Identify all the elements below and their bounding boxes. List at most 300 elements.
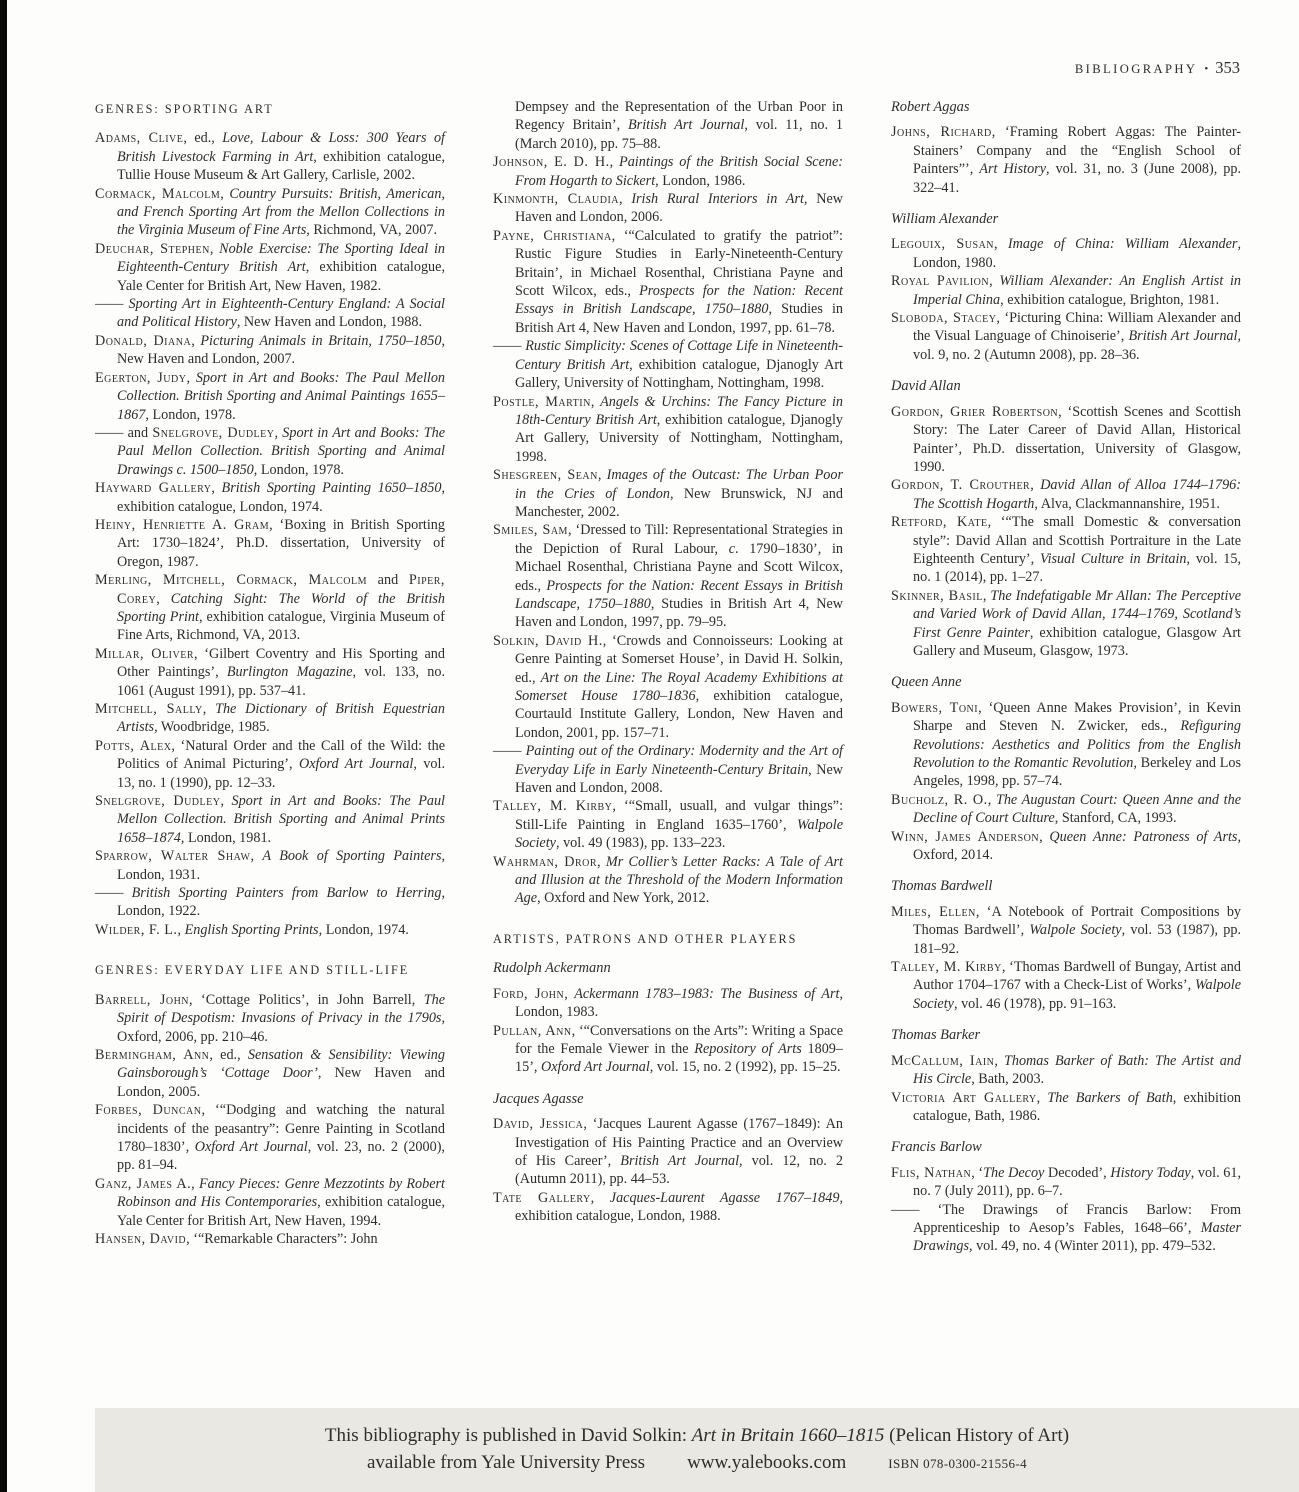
bib-entry: [95, 185, 445, 240]
author-name: Bucholz, R. O.: [891, 791, 988, 808]
author-name: Retford, Kate: [891, 514, 988, 531]
column-1: [95, 98, 445, 1398]
entry-text: ,: [989, 273, 1000, 290]
work-title: Oxford Art Journal: [194, 1138, 308, 1155]
bib-entry: [493, 632, 843, 742]
header-bullet: •: [1204, 63, 1209, 75]
entry-text: , New Haven and London, 2005.: [117, 1065, 445, 1100]
bib-entry: [891, 1201, 1241, 1256]
entry-text: , ‘: [971, 1164, 984, 1181]
entry-text: ,: [987, 791, 996, 808]
author-name: Legouix, Susan: [891, 236, 995, 253]
bib-entry: [891, 828, 1241, 865]
entry-text: , Studies in British Art 4, New Haven and London, 1997, pp. 79–95.: [515, 595, 843, 631]
author-name: Shesgreen, Sean: [493, 467, 598, 484]
author-name: Gordon, Grier Robertson: [891, 403, 1059, 420]
author-name: Kinmonth, Claudia: [493, 191, 620, 208]
author-name: Johns, Richard: [891, 124, 992, 141]
entry-text: ,: [982, 587, 991, 604]
column-3: [891, 98, 1241, 1398]
bib-entry: [95, 991, 445, 1046]
entry-text: , Woodbridge, 1985.: [154, 719, 270, 736]
work-title: Images of the Outcast: The Urban Poor in the Cries of London: [515, 467, 843, 502]
entry-text: , ‘“Calculated to gratify the patriot”: Rustic Figure Studies in Early-Nineteenth-Century Britain’, in Michael Rosenthal, Christiana Payne and Scott Wilcox, eds.,: [515, 227, 843, 300]
entry-text: ,: [597, 467, 607, 484]
work-title: Oxford Art Journal: [541, 1059, 650, 1076]
author-name: Adams, Clive: [95, 130, 184, 147]
bib-entry: [891, 272, 1241, 309]
work-title: A Book of Sporting Painters: [262, 848, 442, 865]
entry-text: , exhibition catalogue, London, 1974.: [117, 480, 446, 515]
work-title: Mr Collier’s Letter Racks: A Tale of Art and Illusion at the Threshold of the Modern Information Age: [515, 853, 844, 907]
work-title: Sport in Art and Books: The Paul Mellon Collection. British Sporting and Animal Prints 1658–1874: [117, 793, 445, 846]
entry-text: , exhibition catalogue, Courtauld Institute Gallery, London, New Haven and London, 2001, pp. 157–71.: [515, 688, 843, 741]
work-title: Prospects for the Nation: Recent Essays in British Landscape, 1750–1880: [515, 283, 844, 318]
entry-text: , ‘Boxing in British Sporting Art: 1730–1824’, Ph.D. dissertation, University of Oregon, 1987.: [117, 516, 445, 570]
work-title: Master Drawings: [913, 1219, 1241, 1255]
artist-subheading: Francis Barlow: [891, 1139, 982, 1156]
work-title: British Art Journal: [628, 117, 745, 134]
bib-entry: [95, 479, 445, 516]
work-title: Visual Culture in Britain: [1039, 550, 1187, 567]
entry-text: , ‘Picturing China: William Alexander and the Visual Language of Chinoiserie’,: [913, 310, 1241, 345]
author-name: Egerton, Judy: [95, 369, 187, 386]
bib-entry: [891, 403, 1241, 477]
bib-entry: [95, 884, 445, 921]
work-title: Sporting Art in Eighteenth-Century England: A Social and Political History: [117, 296, 445, 331]
author-name: Snelgrove, Dudley: [152, 424, 275, 441]
entry-text: , vol. 11, no. 1 (March 2010), pp. 75–88.: [515, 117, 844, 152]
bib-entry: [493, 466, 843, 521]
section-heading: ARTISTS, PATRONS AND OTHER PLAYERS: [493, 931, 798, 946]
entry-text: ,: [994, 236, 1008, 253]
entry-text: , ‘Framing Robert Aggas: The Painter-Stainers’ Company and the “English School of Painters”’,: [913, 124, 1241, 178]
running-head: BIBLIOGRAPHY: [1074, 62, 1198, 76]
page-header: [1075, 58, 1240, 78]
bib-entry: [891, 958, 1241, 1013]
work-title: The Dictionary of British Equestrian Artists: [117, 701, 445, 736]
artist-subheading: Robert Aggas: [891, 99, 970, 115]
author-name: Donald, Diana: [95, 332, 192, 349]
work-title: The Decoy: [983, 1164, 1045, 1181]
bib-entry: [95, 645, 445, 700]
bib-entry: [95, 847, 445, 884]
work-title: British Art Journal: [1128, 328, 1238, 345]
author-name: Miles, Ellen: [891, 903, 976, 920]
entry-text: , Oxford, 2006, pp. 210–46.: [117, 1010, 445, 1045]
work-title: Sensation & Sensibility: Viewing Gainsborough’s ‘Cottage Door’: [117, 1046, 445, 1082]
work-title: The Spirit of Despotism: Invasions of Privacy in the 1790s: [117, 991, 445, 1027]
author-name: Bermingham, Ann: [95, 1046, 210, 1063]
bib-entry: [891, 699, 1241, 791]
entry-text: ,: [619, 191, 632, 208]
entry-text: , New Haven and London, 1988.: [236, 314, 422, 331]
author-name: Smiles, Sam: [493, 522, 568, 539]
work-title: Painting out of the Ordinary: Modernity and the Art of Everyday Life in Early Nineteenth-Century Britain: [515, 743, 843, 778]
artist-subheading: Thomas Bardwell: [891, 878, 993, 895]
author-name: Mitchell, Sally: [95, 701, 203, 717]
work-title: British Art Journal: [620, 1152, 740, 1169]
author-name: Wahrman, Dror: [493, 853, 598, 870]
entry-text: , ‘Crowds and Connoisseurs: Looking at Genre Painting at Somerset House’, in David H. Solkin, ed.,: [515, 632, 843, 686]
entry-text: —— ‘The Drawings of Francis Barlow: From Apprenticeship to Aesop’s Fables, 1648–66’,: [891, 1201, 1241, 1236]
bib-entry: [95, 332, 445, 369]
author-name: Gordon, T. Crouther: [891, 477, 1031, 494]
author-name: Wilder, F. L.: [95, 921, 178, 938]
work-title: c: [728, 540, 736, 557]
entry-text: , vol. 15, no. 2 (1992), pp. 15–25.: [649, 1059, 841, 1076]
entry-text: , vol. 23, no. 2 (2000), pp. 81–94.: [117, 1138, 445, 1174]
entry-text: , exhibition catalogue, Bath, 1986.: [913, 1089, 1241, 1124]
entry-text: , vol. 13, no. 1 (1990), pp. 12–33.: [117, 756, 445, 791]
work-title: Queen Anne: Patroness of Arts: [1049, 828, 1238, 845]
work-title: Picturing Animals in Britain, 1750–1850: [200, 332, 442, 349]
work-title: Refiguring Revolutions: Aesthetics and Politics from the English Revolution to the Romantic Revolution: [913, 718, 1241, 771]
entry-text: ,: [177, 921, 185, 938]
entry-text: ,: [274, 424, 283, 441]
bib-entry: [95, 1101, 445, 1175]
entry-text: , Richmond, VA, 2007.: [306, 222, 438, 239]
work-title: Catching Sight: The World of the British Sporting Print: [117, 590, 446, 625]
bib-entry: [891, 513, 1241, 587]
entry-text: , exhibition catalogue, Yale Center for British Art, New Haven, 1994.: [117, 1194, 446, 1229]
entry-text: , ed.,: [183, 130, 223, 147]
work-title: History Today: [1110, 1164, 1191, 1181]
footer-line-1: [95, 1422, 1299, 1449]
entry-text: , exhibition catalogue, Glasgow Art Gallery and Museum, Glasgow, 1973.: [913, 624, 1241, 659]
bib-entry: [493, 521, 843, 631]
bib-entry: [493, 742, 843, 797]
entry-text: , ‘Cottage Politics’, in John Barrell,: [189, 991, 424, 1008]
author-name: Merling, Mitchell, Cormack, Malcolm: [95, 572, 367, 589]
author-name: Tate Gallery: [493, 1189, 591, 1206]
author-name: Postle, Martin: [493, 393, 591, 410]
bib-entry: [95, 921, 445, 939]
artist-subheading: Rudolph Ackermann: [493, 960, 611, 977]
entry-text: ,: [156, 590, 171, 607]
entry-text: ——: [493, 338, 526, 355]
entry-text: , London, 1986.: [655, 172, 746, 189]
entry-text: , New Brunswick, NJ and Manchester, 2002.: [515, 485, 843, 520]
entry-text: , London, 1980.: [913, 236, 1241, 271]
entry-text: ——: [95, 296, 129, 313]
entry-text: , vol. 31, no. 3 (June 2008), pp. 322–41.: [913, 161, 1241, 196]
work-title: British Sporting Painting 1650–1850: [221, 480, 442, 497]
author-name: Deuchar, Stephen: [95, 240, 210, 257]
artist-subheading: William Alexander: [891, 211, 999, 228]
author-name: Cormack, Malcolm: [95, 185, 221, 202]
entry-text: ——: [95, 885, 132, 902]
entry-text: , London, 1974.: [318, 921, 409, 938]
bib-entry: [493, 1115, 843, 1189]
work-title: Angels & Urchins: The Fancy Picture in 18th-Century British Art: [515, 393, 844, 428]
entry-text: , London, 1978.: [253, 461, 345, 478]
bib-entry: [891, 309, 1241, 364]
entry-text: , ‘Scottish Scenes and Scottish Story: The Later Career of David Allan, Historical Painter’, Ph.D. dissertation, University of Glasgow, 1990.: [913, 403, 1241, 475]
work-title: Thomas Barker of Bath: The Artist and His Circle: [913, 1052, 1241, 1088]
bib-entry: [493, 153, 843, 190]
entry-text: , New Haven and London, 2008.: [515, 761, 843, 797]
entry-text: ,: [994, 1052, 1004, 1069]
entry-text: , New Haven and London, 2007.: [117, 332, 446, 368]
entry-text: ,: [597, 853, 606, 870]
work-title: Art in Britain 1660–1815: [691, 1425, 885, 1446]
entry-text: ,: [186, 369, 196, 386]
work-title: Country Pursuits: British, American, and French Sporting Art from the Mellon Collections in the Virginia Museum of Fine Arts: [117, 185, 446, 239]
entry-text: , exhibition catalogue, Djanogly Art Gallery, University of Nottingham, Nottingham, 1998.: [515, 356, 843, 392]
entry-text: , London, 1922.: [117, 885, 446, 920]
work-title: David Allan of Alloa 1744–1796: The Scottish Hogarth: [913, 477, 1241, 512]
author-name: Hayward Gallery: [95, 480, 212, 497]
entry-text: , ‘“Small, usuall, and vulgar things”: Still-Life Painting in England 1635–1760’,: [515, 798, 844, 833]
entry-text: ,: [590, 393, 601, 410]
entry-text: , exhibition catalogue, Brighton, 1981.: [1000, 291, 1220, 308]
work-title: Prospects for the Nation: Recent Essays in British Landscape, 1750–1880: [515, 577, 843, 612]
entry-text: ,: [609, 154, 620, 171]
author-name: Victoria Art Gallery: [891, 1089, 1037, 1106]
bib-entry: [493, 985, 843, 1022]
bibliography-columns: [95, 98, 1241, 1398]
entry-text: ,: [1036, 1089, 1048, 1106]
entry-text: , Stanford, CA, 1993.: [1054, 810, 1177, 827]
bib-entry: [95, 1046, 445, 1101]
entry-text: Decoded’,: [1044, 1164, 1111, 1181]
work-title: Image of China: William Alexander: [1007, 236, 1238, 253]
work-title: Oxford Art Journal: [298, 756, 414, 773]
author-name: David, Jessica: [493, 1116, 584, 1133]
entry-text: , ‘A Notebook of Portrait Compositions by Thomas Bardwell’,: [913, 903, 1241, 939]
entry-text: ,: [191, 1175, 199, 1192]
author-name: Barrell, John: [95, 991, 190, 1008]
author-name: Talley, M. Kirby: [493, 798, 613, 815]
work-title: Sport in Art and Books: The Paul Mellon Collection. British Sporting and Animal Drawings c. 1500–1850: [117, 424, 445, 478]
author-name: Payne, Christiana: [493, 227, 612, 244]
bib-entry: [493, 190, 843, 227]
bib-entry: [95, 571, 445, 645]
author-name: Potts, Alex: [95, 737, 172, 754]
entry-text: , vol. 49, no. 4 (Winter 2011), pp. 479–532.: [968, 1238, 1216, 1255]
bib-entry: [891, 903, 1241, 958]
page-number: 353: [1215, 58, 1240, 77]
author-name: Sparrow, Walter Shaw: [95, 848, 251, 865]
entry-text: 1809–15’,: [515, 1040, 843, 1076]
entry-text: . 1790–1830’, in Michael Rosenthal, Christiana Payne and Scott Wilcox, eds.,: [515, 540, 843, 594]
bib-entry: [891, 1052, 1241, 1089]
bib-entry: [891, 1164, 1241, 1201]
entry-text: ,: [202, 701, 216, 717]
entry-text: ,: [220, 793, 232, 810]
entry-text: , ‘“Conversations on the Arts”: Writing a Space for the Female Viewer in the: [515, 1022, 843, 1057]
work-title: Noble Exercise: The Sporting Ideal in Eighteenth-Century British Art: [117, 240, 445, 276]
artist-subheading: Thomas Barker: [891, 1027, 981, 1044]
bib-entry: [95, 129, 445, 184]
bib-entry: [95, 424, 445, 479]
entry-text: , vol. 133, no. 1061 (August 1991), pp. 537–41.: [117, 664, 446, 699]
column-2: [493, 98, 843, 1398]
author-name: Johnson, E. D. H.: [493, 154, 610, 171]
bib-entry: [95, 792, 445, 847]
entry-text: , vol. 46 (1978), pp. 91–163.: [953, 995, 1117, 1012]
entry-text: Dempsey and the Representation of the Urban Poor in Regency Britain’,: [515, 99, 843, 134]
work-title: Art History: [979, 161, 1047, 178]
author-name: Skinner, Basil: [891, 587, 983, 604]
entry-text: ,: [1030, 477, 1041, 494]
bib-entry: [95, 1230, 445, 1248]
entry-text: ,: [209, 240, 220, 257]
bib-entry: [493, 337, 843, 392]
author-name: Snelgrove, Dudley: [95, 793, 221, 810]
bib-entry: [95, 369, 445, 424]
work-title: Irish Rural Interiors in Art: [631, 191, 804, 208]
author-name: Forbes, Duncan: [95, 1102, 202, 1119]
entry-text: , London, 1931.: [117, 848, 446, 883]
entry-text: , London, 1981.: [180, 829, 272, 846]
work-title: The Barkers of Bath: [1047, 1089, 1173, 1106]
footer-line-2: [95, 1449, 1299, 1476]
work-title: Paintings of the British Social Scene: From Hogarth to Sickert: [515, 154, 844, 189]
entry-text: , Alva, Clackmannanshire, 1951.: [1034, 495, 1220, 512]
entry-text: , ‘Gilbert Coventry and His Sporting and Other Paintings’,: [117, 645, 445, 681]
entry-text: , Studies in British Art 4, New Haven and London, 1997, pp. 61–78.: [515, 301, 843, 336]
availability-text: available from Yale University Press: [366, 1452, 646, 1473]
entry-text: ,: [191, 332, 201, 349]
entry-text: , vol. 49 (1983), pp. 133–223.: [555, 835, 726, 852]
work-title: The Augustan Court: Queen Anne and the Decline of Court Culture: [913, 791, 1241, 827]
work-title: Walpole Society: [913, 977, 1241, 1012]
bib-entry: [891, 587, 1241, 661]
author-name: Pullan, Ann: [493, 1022, 572, 1039]
work-title: English Sporting Prints: [184, 921, 319, 938]
entry-text: , ‘“The small Domestic & conversation style”: David Allan and Scottish Portraiture in the Late Eighteenth Century’,: [913, 514, 1241, 567]
entry-text: —— and: [95, 424, 153, 441]
author-name: Talley, M. Kirby: [891, 959, 1002, 976]
entry-text: ——: [493, 743, 526, 760]
author-name: Ford, John: [493, 985, 565, 1002]
work-title: Sport in Art and Books: The Paul Mellon Collection. British Sporting and Animal Paintings 1655–1867: [117, 369, 446, 423]
entry-text: , ‘“Remarkable Characters”: John: [186, 1230, 378, 1247]
work-title: British Sporting Painters from Barlow to Herring: [131, 885, 442, 902]
bib-entry: [493, 393, 843, 467]
entry-text: , Oxford, 2014.: [913, 828, 1241, 864]
author-name: Ganz, James A.: [95, 1175, 192, 1192]
work-title: Ackermann 1783–1983: The Business of Art: [574, 985, 840, 1002]
author-name: Royal Pavilion: [891, 273, 990, 290]
bib-entry: [95, 737, 445, 792]
author-name: Hansen, David: [95, 1230, 187, 1247]
bib-entry: [95, 240, 445, 295]
entry-text: , ‘“Dodging and watching the natural incidents of the peasantry”: Genre Painting in Scotland 1780–1830’,: [117, 1102, 445, 1155]
work-title: William Alexander: An English Artist in Imperial China: [913, 273, 1241, 308]
work-title: Repository of Arts: [694, 1040, 802, 1057]
bib-entry: [95, 700, 445, 737]
work-title: Walpole Society: [515, 816, 843, 852]
entry-text: , ‘Thomas Bardwell of Bungay, Artist and Author 1704–1767 with a Check-List of Works’,: [913, 959, 1241, 994]
author-name: Millar, Oliver: [95, 645, 194, 662]
publisher-url: www.yalebooks.com: [687, 1452, 847, 1473]
work-title: Rustic Simplicity: Scenes of Cottage Life in Nineteenth-Century British Art: [515, 338, 843, 373]
isbn-text: ISBN 078-0300-21556-4: [888, 1452, 1028, 1473]
entry-text: This bibliography is published in David Solkin:: [324, 1425, 692, 1446]
artist-subheading: David Allan: [891, 378, 961, 395]
entry-text: ,: [250, 848, 263, 865]
work-title: Jacques-Laurent Agasse 1767–1849: [609, 1189, 840, 1206]
author-name: Solkin, David H.: [493, 632, 603, 649]
bib-entry: [493, 797, 843, 852]
entry-text: , vol. 15, no. 1 (2014), pp. 1–27.: [913, 550, 1241, 586]
bib-entry: [95, 1175, 445, 1230]
bib-entry: [95, 295, 445, 332]
work-title: Art on the Line: The Royal Academy Exhibitions at Somerset House 1780–1836: [515, 669, 843, 704]
entry-text: , ‘Dressed to Till: Representational Strategies in the Depiction of Rural Labour,: [515, 522, 843, 557]
entry-text: , vol. 61, no. 7 (July 2011), pp. 6–7.: [913, 1164, 1241, 1200]
work-title: Burlington Magazine: [226, 664, 353, 681]
entry-text: and: [366, 572, 409, 589]
entry-text: , vol. 9, no. 2 (Autumn 2008), pp. 28–36.: [913, 328, 1241, 363]
bib-entry: [891, 123, 1241, 197]
entry-text: , London, 1978.: [145, 406, 236, 423]
bib-entry: [891, 235, 1241, 272]
entry-text: , ‘Queen Anne Makes Provision’, in Kevin Sharpe and Steven N. Zwicker, eds.,: [913, 699, 1241, 735]
author-name: Heiny, Henriette A. Gram: [95, 516, 270, 533]
bib-entry: [493, 227, 843, 337]
entry-text: , ‘Jacques Laurent Agasse (1767–1849): An Investigation of His Painting Practice and an Overview of His Career’,: [515, 1116, 843, 1169]
entry-text: , ed.,: [209, 1046, 248, 1063]
entry-text: , Oxford and New York, 2012.: [537, 890, 710, 907]
page-edge-strip: [0, 0, 7, 1492]
work-title: The Indefatigable Mr Allan: The Perceptive and Varied Work of David Allan, 1744–1769, Scotland’s First Genre Painter: [913, 587, 1241, 641]
author-name: Bowers, Toni: [891, 699, 979, 716]
artist-subheading: Jacques Agasse: [493, 1090, 584, 1107]
section-heading: GENRES: EVERYDAY LIFE AND STILL-LIFE: [95, 963, 410, 978]
entry-text: , New Haven and London, 2006.: [515, 191, 843, 226]
bib-entry: [891, 791, 1241, 828]
author-name: Flis, Nathan: [891, 1164, 972, 1181]
entry-continuation: [493, 98, 843, 153]
footer-banner: [95, 1408, 1299, 1492]
entry-text: ,: [564, 985, 575, 1002]
bib-entry: [891, 476, 1241, 513]
entry-text: , Berkeley and Los Angeles, 1998, pp. 57–74.: [913, 755, 1241, 790]
entry-text: , exhibition catalogue, Virginia Museum of Fine Arts, Richmond, VA, 2013.: [117, 608, 445, 644]
entry-text: , exhibition catalogue, London, 1988.: [515, 1189, 843, 1225]
author-name: Sloboda, Stacey: [891, 310, 997, 327]
work-title: Love, Labour & Loss: 300 Years of British Livestock Farming in Art: [117, 130, 445, 165]
author-name: McCallum, Iain: [891, 1052, 995, 1069]
bib-entry: [493, 1022, 843, 1077]
entry-text: , vol. 53 (1987), pp. 181–92.: [913, 922, 1241, 957]
bib-entry: [95, 516, 445, 571]
bib-entry: [493, 1189, 843, 1226]
entry-text: , London, 1983.: [515, 985, 843, 1021]
artist-subheading: Queen Anne: [891, 674, 962, 691]
author-name: Winn, James Anderson: [891, 828, 1040, 845]
entry-text: , exhibition catalogue, Yale Center for British Art, New Haven, 1982.: [117, 259, 445, 294]
entry-text: ,: [590, 1189, 610, 1206]
work-title: Fancy Pieces: Genre Mezzotints by Robert Robinson and His Contemporaries: [117, 1175, 445, 1211]
entry-text: (Pelican History of Art): [884, 1425, 1070, 1446]
entry-text: , vol. 12, no. 2 (Autumn 2011), pp. 44–53.: [515, 1152, 843, 1188]
entry-text: ,: [1039, 828, 1050, 845]
work-title: Walpole Society: [1029, 922, 1122, 939]
entry-text: ,: [220, 185, 230, 202]
entry-text: , exhibition catalogue, Tullie House Museum & Art Gallery, Carlisle, 2002.: [117, 148, 445, 184]
bib-entry: [891, 1089, 1241, 1126]
entry-text: , exhibition catalogue, Djanogly Art Gallery, University of Nottingham, Nottingham, 1998.: [515, 411, 843, 465]
entry-text: , Bath, 2003.: [971, 1071, 1045, 1088]
bib-entry: [493, 853, 843, 908]
author-name: Piper, Corey: [117, 572, 445, 607]
entry-text: ,: [211, 480, 222, 497]
